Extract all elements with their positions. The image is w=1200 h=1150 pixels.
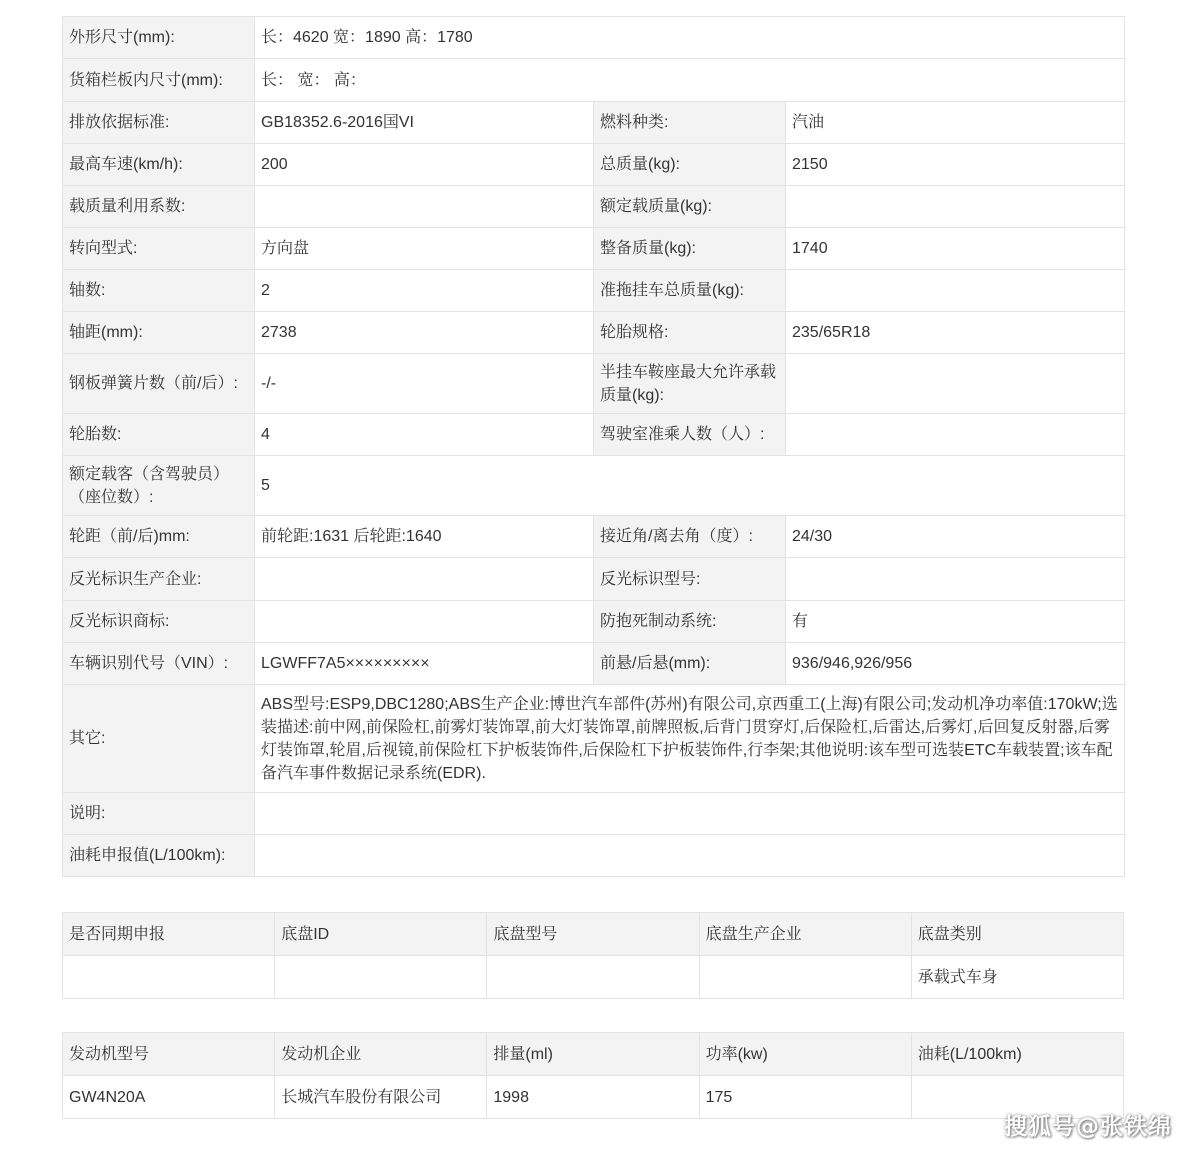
leaf-spring-value: -/-	[255, 354, 594, 414]
max-speed-value: 200	[255, 144, 594, 186]
spec-row	[63, 456, 1125, 516]
emission-label: 排放依据标准:	[63, 102, 255, 144]
chassis-header-cell: 底盘类别	[911, 913, 1123, 956]
spec-row	[63, 228, 1125, 270]
chassis-header-cell: 底盘ID	[275, 913, 487, 956]
wheelbase-label: 轴距(mm):	[63, 312, 255, 354]
note-label: 说明:	[63, 793, 255, 835]
reflector-maker-label: 反光标识生产企业:	[63, 558, 255, 601]
chassis-table	[62, 912, 1124, 999]
fuel-consumption-value	[255, 835, 1125, 877]
chassis-header-cell: 是否同期申报	[63, 913, 275, 956]
fuel-value: 汽油	[786, 102, 1125, 144]
spec-row	[63, 558, 1125, 601]
spec-row	[63, 102, 1125, 144]
vin-label: 车辆识别代号（VIN）:	[63, 643, 255, 685]
spec-row	[63, 414, 1125, 456]
reflector-brand-label: 反光标识商标:	[63, 601, 255, 643]
engine-header-cell: 功率(kw)	[699, 1033, 911, 1076]
leaf-spring-label: 钢板弹簧片数（前/后）:	[63, 354, 255, 414]
spec-row	[63, 354, 1125, 414]
engine-cell: 175	[699, 1076, 911, 1119]
dimensions-value: 长：4620 宽：1890 高：1780	[255, 17, 1125, 59]
engine-table	[62, 1032, 1124, 1119]
other-label: 其它:	[63, 685, 255, 793]
chassis-cell	[63, 956, 275, 999]
tire-count-label: 轮胎数:	[63, 414, 255, 456]
chassis-header-cell: 底盘生产企业	[699, 913, 911, 956]
spec-row	[63, 312, 1125, 354]
seats-value: 5	[255, 456, 1125, 516]
tire-spec-label: 轮胎规格:	[594, 312, 786, 354]
axles-value: 2	[255, 270, 594, 312]
abs-value: 有	[786, 601, 1125, 643]
track-label: 轮距（前/后)mm:	[63, 516, 255, 558]
reflector-brand-value	[255, 601, 594, 643]
trailer-mass-label: 准拖挂车总质量(kg):	[594, 270, 786, 312]
cab-passengers-value	[786, 414, 1125, 456]
overhang-value: 936/946,926/956	[786, 643, 1125, 685]
reflector-model-label: 反光标识型号:	[594, 558, 786, 601]
engine-header-cell: 发动机企业	[275, 1033, 487, 1076]
axles-label: 轴数:	[63, 270, 255, 312]
load-coeff-value	[255, 186, 594, 228]
max-speed-label: 最高车速(km/h):	[63, 144, 255, 186]
chassis-header-row	[63, 913, 1124, 956]
steering-value: 方向盘	[255, 228, 594, 270]
chassis-cell	[275, 956, 487, 999]
cab-passengers-label: 驾驶室准乘人数（人）:	[594, 414, 786, 456]
chassis-cell	[487, 956, 699, 999]
spec-row	[63, 516, 1125, 558]
spec-row	[63, 685, 1125, 793]
spec-row	[63, 601, 1125, 643]
saddle-load-label: 半挂车鞍座最大允许承载质量(kg):	[594, 354, 786, 414]
reflector-maker-value	[255, 558, 594, 601]
spec-row	[63, 643, 1125, 685]
abs-label: 防抱死制动系统:	[594, 601, 786, 643]
wheelbase-value: 2738	[255, 312, 594, 354]
spec-row	[63, 793, 1125, 835]
angle-label: 接近角/离去角（度）:	[594, 516, 786, 558]
tire-spec-value: 235/65R18	[786, 312, 1125, 354]
dimensions-label: 外形尺寸(mm):	[63, 17, 255, 59]
chassis-cell	[699, 956, 911, 999]
cargo-box-label: 货箱栏板内尺寸(mm):	[63, 59, 255, 102]
tire-count-value: 4	[255, 414, 594, 456]
curb-mass-label: 整备质量(kg):	[594, 228, 786, 270]
chassis-data-row	[63, 956, 1124, 999]
engine-cell: GW4N20A	[63, 1076, 275, 1119]
engine-data-row	[63, 1076, 1124, 1119]
track-value: 前轮距:1631 后轮距:1640	[255, 516, 594, 558]
rated-load-label: 额定载质量(kg):	[594, 186, 786, 228]
spec-row	[63, 144, 1125, 186]
trailer-mass-value	[786, 270, 1125, 312]
engine-cell: 长城汽车股份有限公司	[275, 1076, 487, 1119]
other-value: ABS型号:ESP9,DBC1280;ABS生产企业:博世汽车部件(苏州)有限公司,京西重工(上海)有限公司;发动机净功率值:170kW;选装描述:前中网,前保险杠,前雾灯装饰罩,前大灯装饰罩,前牌照板,后背门贯穿灯,后保险杠,后雷达,后雾灯,后回复反射器,后雾灯装饰罩,轮眉,后视镜,前保险杠下护板装饰件,后保险杠下护板装饰件,行李架;其他说明:该车型可选装ETC车载装置;该车配备汽车事件数据记录系统(EDR).	[255, 685, 1125, 793]
total-mass-value: 2150	[786, 144, 1125, 186]
spec-row	[63, 17, 1125, 59]
chassis-header-cell: 底盘型号	[487, 913, 699, 956]
reflector-model-value	[786, 558, 1125, 601]
engine-header-cell: 油耗(L/100km)	[911, 1033, 1123, 1076]
engine-cell: 1998	[487, 1076, 699, 1119]
angle-value: 24/30	[786, 516, 1125, 558]
seats-label: 额定载客（含驾驶员）（座位数）:	[63, 456, 255, 516]
engine-header-row	[63, 1033, 1124, 1076]
saddle-load-value	[786, 354, 1125, 414]
engine-header-cell: 发动机型号	[63, 1033, 275, 1076]
watermark: 搜狐号@张铁绵	[1004, 1114, 1172, 1140]
chassis-cell: 承载式车身	[911, 956, 1123, 999]
spec-row	[63, 186, 1125, 228]
total-mass-label: 总质量(kg):	[594, 144, 786, 186]
vin-value: LGWFF7A5×××××××××	[255, 643, 594, 685]
steering-label: 转向型式:	[63, 228, 255, 270]
fuel-consumption-label: 油耗申报值(L/100km):	[63, 835, 255, 877]
curb-mass-value: 1740	[786, 228, 1125, 270]
engine-header-cell: 排量(ml)	[487, 1033, 699, 1076]
spec-row	[63, 59, 1125, 102]
spec-row	[63, 835, 1125, 877]
note-value	[255, 793, 1125, 835]
rated-load-value	[786, 186, 1125, 228]
load-coeff-label: 载质量利用系数:	[63, 186, 255, 228]
vehicle-spec-table	[62, 16, 1125, 877]
fuel-label: 燃料种类:	[594, 102, 786, 144]
overhang-label: 前悬/后悬(mm):	[594, 643, 786, 685]
spec-row	[63, 270, 1125, 312]
cargo-box-value: 长： 宽： 高：	[255, 59, 1125, 102]
emission-value: GB18352.6-2016国VI	[255, 102, 594, 144]
